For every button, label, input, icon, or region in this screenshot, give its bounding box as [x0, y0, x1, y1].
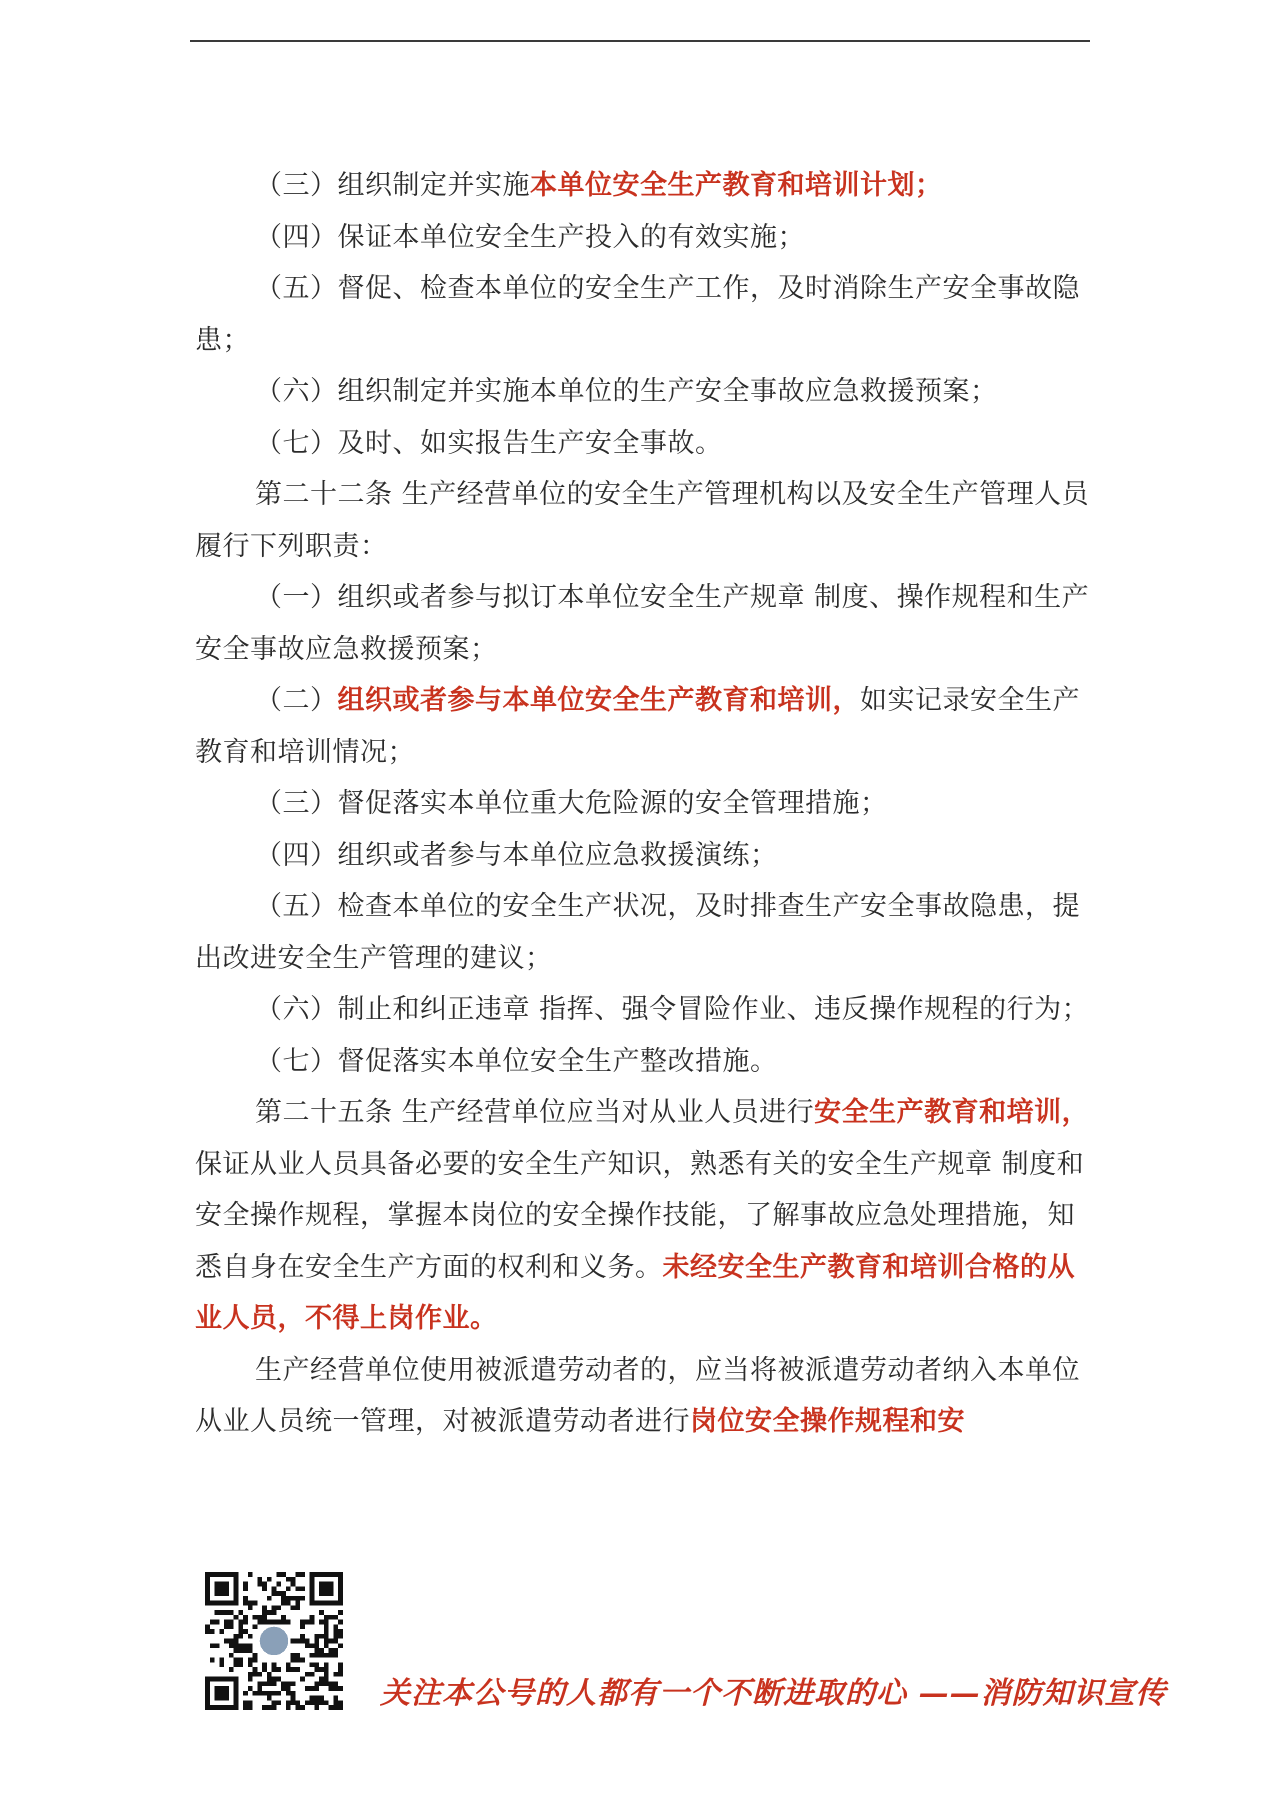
paragraph-text: （一）组织或者参与拟订本单位安全生产规章 制度、操作规程和生产安全事故应急救援预案；	[195, 582, 1090, 665]
paragraph	[195, 1036, 1095, 1088]
paragraph	[195, 675, 1095, 778]
paragraph	[195, 212, 1095, 264]
highlighted-text: 组织或者参与本单位安全生产教育和培训，	[337, 685, 860, 716]
paragraph	[195, 572, 1095, 675]
paragraph	[195, 160, 1095, 212]
paragraph-text: （三）组织制定并实施	[255, 170, 530, 201]
paragraph-text: 如实记录安全生产教育和培训情况；	[195, 685, 1080, 768]
paragraph	[195, 830, 1095, 882]
paragraph	[195, 469, 1095, 572]
paragraph-text: （二）	[255, 685, 338, 716]
qr-code-icon	[205, 1572, 343, 1710]
paragraph-text: （四）保证本单位安全生产投入的有效实施；	[255, 221, 805, 253]
paragraph-text: 保证从业人员具备必要的安全生产知识，熟悉有关的安全生产规章 制度和安全操作规程，掌握本岗位的安全操作技能，了解事故应急处理措施，知悉自身在安全生产方面的权利和义务。	[195, 1148, 1085, 1283]
header-divider	[190, 40, 1090, 42]
paragraph	[195, 366, 1095, 418]
footer-slogan: 关注本公号的人都有一个不断进取的心 ——消防知识宣传	[380, 1676, 1167, 1711]
footer	[205, 1572, 1167, 1712]
paragraph-text: 生产经营单位使用被派遣劳动者的，应当将被派遣劳动者纳入本单位从业人员统一管理，对被派遣劳动者进行	[195, 1354, 1080, 1437]
document-body	[195, 160, 1095, 1448]
paragraph-text: 第二十五条 生产经营单位应当对从业人员进行	[255, 1097, 815, 1128]
paragraph-text: （七）督促落实本单位安全生产整改措施。	[255, 1045, 778, 1077]
paragraph	[195, 1345, 1095, 1448]
highlighted-text: 本单位安全生产教育和培训计划；	[530, 170, 943, 201]
paragraph-text: （四）组织或者参与本单位应急救援演练；	[255, 839, 778, 871]
paragraph-text: （三）督促落实本单位重大危险源的安全管理措施；	[255, 788, 888, 819]
paragraph	[195, 1087, 1095, 1345]
highlighted-text: 岗位安全操作规程和安	[690, 1406, 965, 1437]
paragraph-text: （五）督促、检查本单位的安全生产工作，及时消除生产安全事故隐患；	[195, 273, 1080, 356]
paragraph	[195, 263, 1095, 366]
paragraph	[195, 984, 1095, 1036]
paragraph-text: （六）制止和纠正违章 指挥、强令冒险作业、违反操作规程的行为；	[255, 994, 1090, 1025]
paragraph	[195, 881, 1095, 984]
highlighted-text: 未经安全生产教育和培训合格的从业人员，不得上岗作业。	[195, 1251, 1075, 1334]
paragraph	[195, 418, 1095, 470]
paragraph-text: （七）及时、如实报告生产安全事故。	[255, 427, 723, 459]
paragraph-text: （五）检查本单位的安全生产状况，及时排查生产安全事故隐患，提出改进安全生产管理的建议；	[195, 891, 1080, 974]
paragraph-text: （六）组织制定并实施本单位的生产安全事故应急救援预案；	[255, 376, 998, 407]
paragraph	[195, 778, 1095, 830]
highlighted-text: 安全生产教育和培训，	[814, 1097, 1090, 1128]
paragraph-text: 第二十二条 生产经营单位的安全生产管理机构以及安全生产管理人员履行下列职责：	[195, 479, 1090, 562]
